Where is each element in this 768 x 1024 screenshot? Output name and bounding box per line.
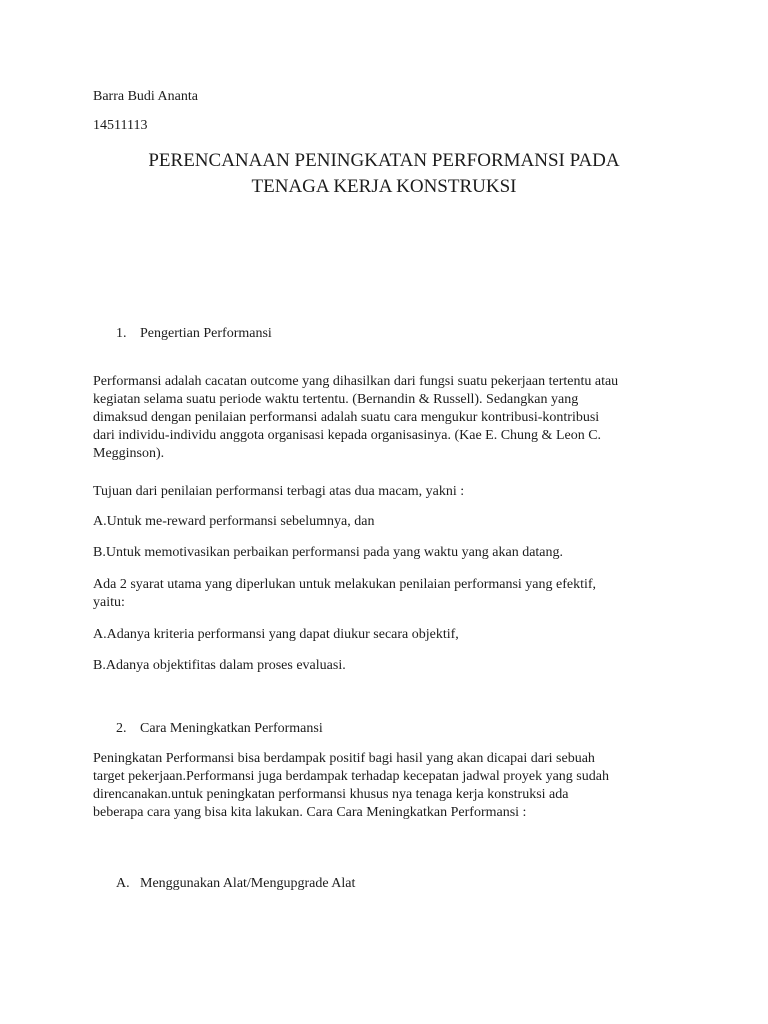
document-title <box>60 148 708 200</box>
author-name: Barra Budi Ananta <box>93 89 198 104</box>
purpose-item-b: B.Untuk memotivasikan perbaikan performansi pada yang waktu yang akan datang. <box>93 545 564 560</box>
paragraph-line: Performansi adalah cacatan outcome yang dihasilkan dari fungsi suatu pekerjaan tertentu atau <box>93 374 619 389</box>
paragraph-line: kegiatan selama suatu periode waktu tertentu. (Bernandin & Russell). Sedangkan yang <box>93 392 579 407</box>
paragraph-line: Peningkatan Performansi bisa berdampak positif bagi hasil yang akan dicapai dari sebuah <box>93 751 595 766</box>
paragraph-line: target pekerjaan.Performansi juga berdampak terhadap kecepatan jadwal proyek yang sudah <box>93 769 609 784</box>
title-line: PERENCANAAN PENINGKATAN PERFORMANSI PADA <box>148 150 620 171</box>
section-number: 2. <box>116 721 127 736</box>
section-heading-2 <box>116 720 323 738</box>
requirement-item-a: A.Adanya kriteria performansi yang dapat diukur secara objektif, <box>93 627 459 642</box>
paragraph-line: Megginson). <box>93 446 165 461</box>
paragraph-line: beberapa cara yang bisa kita lakukan. Cara Cara Meningkatkan Performansi : <box>93 805 527 820</box>
requirement-item-b: B.Adanya objektifitas dalam proses evaluasi. <box>93 658 346 673</box>
section-heading-text: Pengertian Performansi <box>140 326 272 341</box>
section-number: 1. <box>116 326 127 341</box>
paragraph-line: dari individu-individu anggota organisasi kepada organisasinya. (Kae E. Chung & Leon C. <box>93 428 602 443</box>
subsection-heading-text: Menggunakan Alat/Mengupgrade Alat <box>140 876 356 891</box>
paragraph-line: dimaksud dengan penilaian performansi adalah suatu cara mengukur kontribusi-kontribusi <box>93 410 600 425</box>
improvement-paragraph <box>93 750 683 822</box>
requirements-paragraph <box>93 576 683 612</box>
title-line: TENAGA KERJA KONSTRUKSI <box>251 176 517 197</box>
paragraph-line: Ada 2 syarat utama yang diperlukan untuk melakukan penilaian performansi yang efektif, <box>93 577 597 592</box>
section-heading-1 <box>116 325 272 343</box>
purpose-paragraph: Tujuan dari penilaian performansi terbagi atas dua macam, yakni : <box>93 484 465 499</box>
section-heading-text: Cara Meningkatkan Performansi <box>140 721 323 736</box>
subsection-letter: A. <box>116 876 130 891</box>
subsection-heading-a <box>116 875 355 893</box>
student-id: 14511113 <box>93 118 148 133</box>
purpose-item-a: A.Untuk me-reward performansi sebelumnya, dan <box>93 514 375 529</box>
paragraph-line: direncanakan.untuk peningkatan performansi khusus nya tenaga kerja konstruksi ada <box>93 787 569 802</box>
paragraph-line: yaitu: <box>93 595 125 610</box>
definition-paragraph <box>93 373 683 463</box>
